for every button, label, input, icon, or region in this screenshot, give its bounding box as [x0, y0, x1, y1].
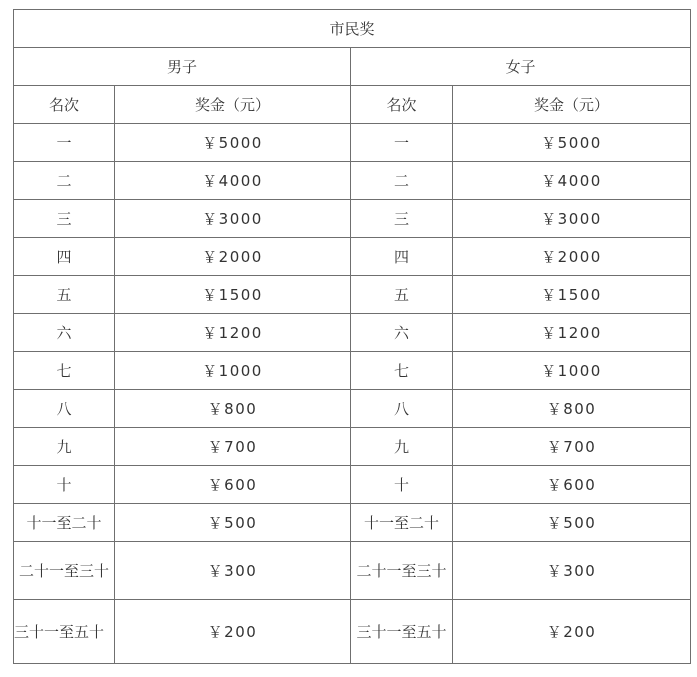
- rank-cell-men: 八: [14, 390, 115, 428]
- amount-cell-women: ￥800: [453, 390, 691, 428]
- amount-cell-women: ￥300: [453, 542, 691, 600]
- table-title: 市民奖: [14, 10, 691, 48]
- table-row: [14, 542, 691, 600]
- amount-cell-men: ￥1000: [115, 352, 351, 390]
- amount-cell-women: ￥1200: [453, 314, 691, 352]
- rank-cell-women: 一: [351, 124, 453, 162]
- amount-cell-women: ￥3000: [453, 200, 691, 238]
- amount-header-women: 奖金（元）: [453, 86, 691, 124]
- amount-cell-men: ￥1500: [115, 276, 351, 314]
- table-row: [14, 238, 691, 276]
- rank-cell-men: 七: [14, 352, 115, 390]
- amount-cell-men: ￥700: [115, 428, 351, 466]
- amount-cell-women: ￥200: [453, 600, 691, 664]
- amount-cell-women: ￥700: [453, 428, 691, 466]
- amount-cell-women: ￥500: [453, 504, 691, 542]
- rank-cell-women: 三十一至五十: [351, 600, 453, 664]
- table-row: [14, 200, 691, 238]
- rank-header-men: 名次: [14, 86, 115, 124]
- rank-cell-men: 九: [14, 428, 115, 466]
- amount-header-men: 奖金（元）: [115, 86, 351, 124]
- rank-cell-women: 五: [351, 276, 453, 314]
- amount-cell-men: ￥600: [115, 466, 351, 504]
- table-row: [14, 466, 691, 504]
- rank-cell-men: 十一至二十: [14, 504, 115, 542]
- amount-cell-women: ￥4000: [453, 162, 691, 200]
- rank-cell-men: 二十一至三十: [14, 542, 115, 600]
- table-row: [14, 352, 691, 390]
- rank-cell-men: 三十一至五十: [14, 600, 115, 664]
- rank-cell-women: 二十一至三十: [351, 542, 453, 600]
- amount-cell-men: ￥3000: [115, 200, 351, 238]
- group-men-header: 男子: [14, 48, 351, 86]
- amount-cell-women: ￥5000: [453, 124, 691, 162]
- table-row: [14, 600, 691, 664]
- rank-cell-women: 九: [351, 428, 453, 466]
- prize-table: [13, 9, 691, 664]
- rank-header-women: 名次: [351, 86, 453, 124]
- amount-cell-women: ￥1500: [453, 276, 691, 314]
- amount-cell-women: ￥1000: [453, 352, 691, 390]
- table-row: [14, 162, 691, 200]
- table-row: [14, 390, 691, 428]
- rank-cell-women: 四: [351, 238, 453, 276]
- rank-cell-men: 十: [14, 466, 115, 504]
- amount-cell-women: ￥600: [453, 466, 691, 504]
- table-row: [14, 276, 691, 314]
- rank-cell-women: 三: [351, 200, 453, 238]
- amount-cell-men: ￥300: [115, 542, 351, 600]
- amount-cell-men: ￥500: [115, 504, 351, 542]
- amount-cell-women: ￥2000: [453, 238, 691, 276]
- rank-cell-men: 五: [14, 276, 115, 314]
- rank-cell-women: 六: [351, 314, 453, 352]
- table-row: [14, 124, 691, 162]
- table-row: [14, 314, 691, 352]
- amount-cell-men: ￥5000: [115, 124, 351, 162]
- table-row: [14, 504, 691, 542]
- amount-cell-men: ￥800: [115, 390, 351, 428]
- rank-cell-men: 六: [14, 314, 115, 352]
- rank-cell-men: 三: [14, 200, 115, 238]
- amount-cell-men: ￥200: [115, 600, 351, 664]
- table-row: [14, 428, 691, 466]
- rank-cell-women: 十一至二十: [351, 504, 453, 542]
- amount-cell-men: ￥1200: [115, 314, 351, 352]
- amount-cell-men: ￥4000: [115, 162, 351, 200]
- rank-cell-men: 一: [14, 124, 115, 162]
- rank-cell-women: 八: [351, 390, 453, 428]
- rank-cell-men: 二: [14, 162, 115, 200]
- group-women-header: 女子: [351, 48, 691, 86]
- rank-cell-women: 二: [351, 162, 453, 200]
- amount-cell-men: ￥2000: [115, 238, 351, 276]
- rank-cell-women: 十: [351, 466, 453, 504]
- rank-cell-women: 七: [351, 352, 453, 390]
- rank-cell-men: 四: [14, 238, 115, 276]
